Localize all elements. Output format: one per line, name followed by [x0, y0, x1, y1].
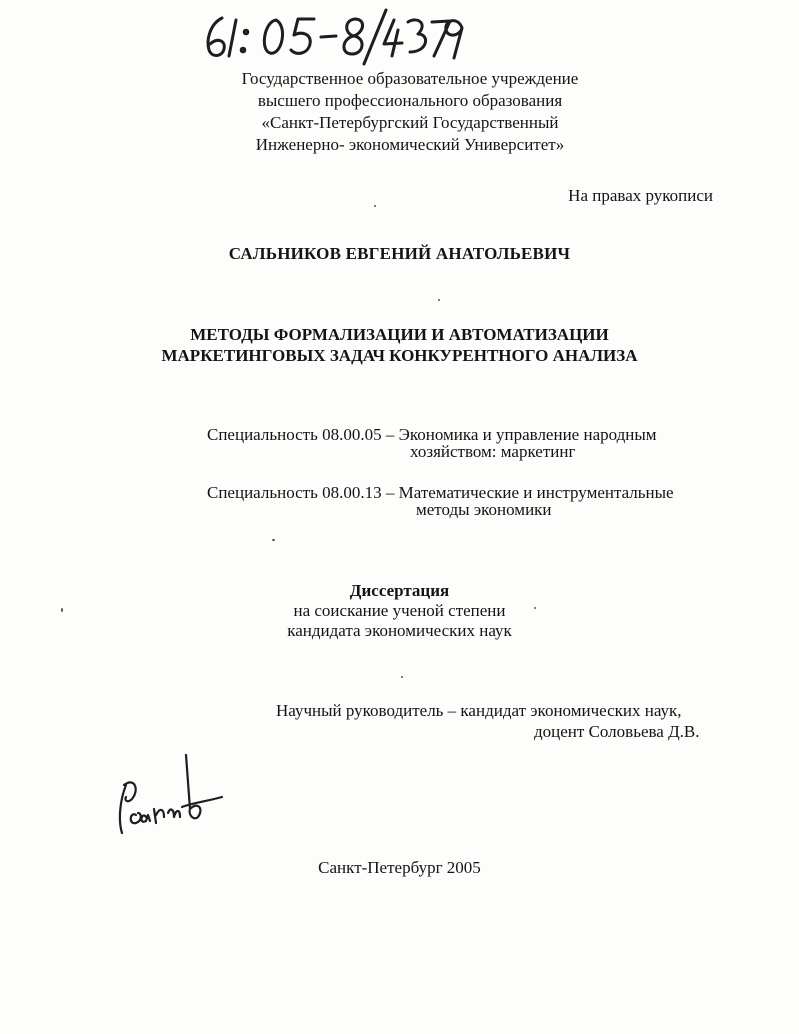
scan-speck — [272, 539, 275, 541]
dissertation-degree-block — [0, 581, 799, 641]
institution-line: Государственное образовательное учреждение — [241, 69, 579, 88]
scan-speck — [438, 299, 440, 301]
institution-line: Инженерно- экономический Университет» — [255, 135, 565, 154]
manuscript-note: На правах рукописи — [568, 186, 713, 205]
handwritten-archive-code — [196, 6, 466, 66]
specialty-continuation: методы экономики — [416, 500, 552, 519]
title-line: МАРКЕТИНГОВЫХ ЗАДАЧ КОНКУРЕНТНОГО АНАЛИЗА — [161, 346, 638, 365]
scan-speck — [61, 608, 63, 612]
scan-speck — [534, 607, 536, 609]
dissertation-title — [0, 324, 799, 366]
supervisor-block — [276, 700, 716, 742]
supervisor-line: Научный руководитель – кандидат экономических наук, — [276, 701, 682, 720]
specialty-line: Специальность 08.00.05 – Экономика и управление народным — [207, 425, 657, 444]
scan-speck — [401, 676, 403, 678]
city-year: Санкт-Петербург 2005 — [318, 858, 481, 877]
dissertation-heading: Диссертация — [349, 581, 450, 600]
specialty-continuation: хозяйством: маркетинг — [410, 442, 576, 461]
specialty-line: Специальность 08.00.13 – Математические и инструментальные — [207, 483, 674, 502]
institution-line: высшего профессионального образования — [257, 91, 563, 110]
institution-line: «Санкт-Петербургский Государственный — [261, 113, 559, 132]
degree-line: на соискание ученой степени — [293, 601, 506, 620]
signature-icon — [112, 745, 227, 840]
author-name: САЛЬНИКОВ ЕВГЕНИЙ АНАТОЛЬЕВИЧ — [228, 244, 571, 263]
supervisor-name: доцент Соловьева Д.В. — [534, 722, 700, 741]
title-line: МЕТОДЫ ФОРМАЛИЗАЦИИ И АВТОМАТИЗАЦИИ — [190, 325, 609, 344]
scan-speck — [374, 205, 376, 207]
degree-line: кандидата экономических наук — [287, 621, 512, 640]
institution-block — [180, 68, 640, 156]
